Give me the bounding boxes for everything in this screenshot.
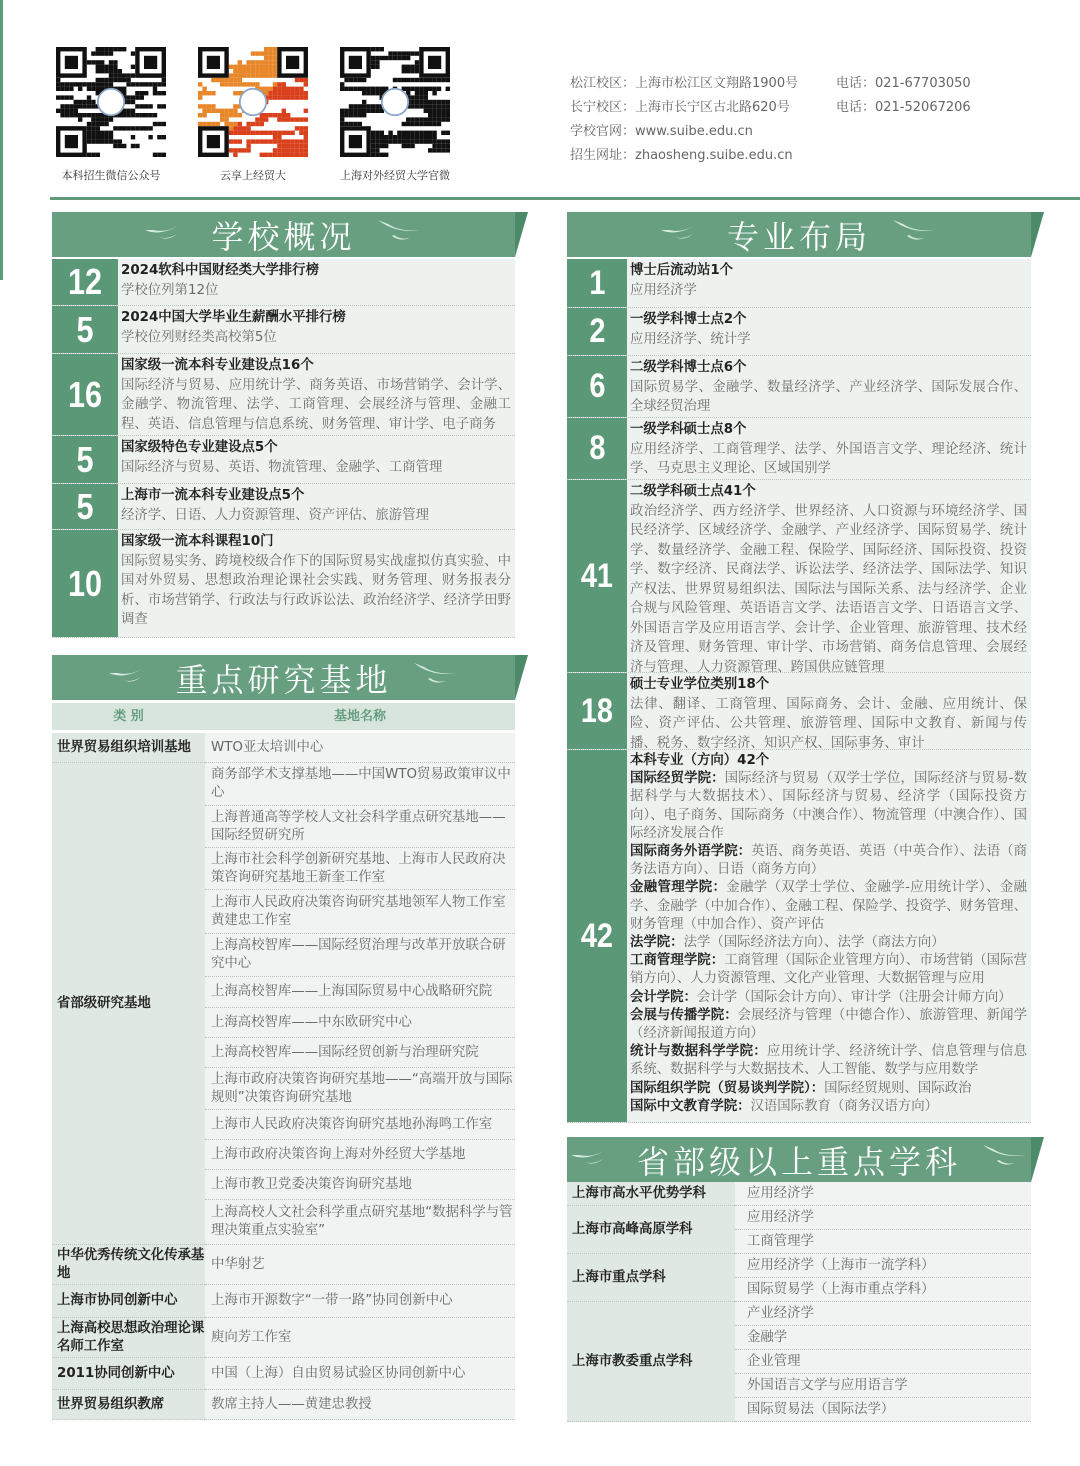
overview-list [52,259,515,638]
table-cell-name: 外国语言文学与应用语言学 [735,1374,1031,1398]
majors-item [567,259,1031,308]
bird-icon [107,659,157,697]
table-cell-category: 2011协同创新中心 [52,1358,205,1390]
mini-program-code-icon[interactable] [198,47,308,157]
ribbon-fold [515,212,528,257]
table-cell-name: 商务部学术支撑基地——中国WTO贸易政策审议中心 [205,763,515,806]
number-value: 6 [588,367,606,405]
college-majors: 会计学（国际会计方向）、审计学（注册会计师方向） [696,989,1012,1005]
item-title: 一级学科硕士点8个 [630,422,747,437]
table-cell-name: 上海普通高等学校人文社会科学重点研究基地——国际经贸研究所 [205,806,515,848]
item-text [627,418,1031,479]
disciplines-title: 省部级以上重点学科 [636,1142,961,1181]
college-majors: 工商管理（国际企业管理方向）、市场营销（国际营销方向）、人力资源管理、文化产业管理、大数据管理与应用 [630,953,1027,987]
table-cell-name: 产业经济学 [735,1302,1031,1326]
table-cell-name: 中华射艺 [205,1245,515,1285]
ribbon-fold [1031,1137,1044,1182]
number-value: 8 [588,429,606,467]
item-text [118,306,515,353]
majors-item [567,750,1031,1123]
qr-label: 云享上经贸大 [220,169,286,182]
bird-icon [410,659,460,697]
table-cell-name: 应用经济学 [735,1206,1031,1230]
table-cell-category: 世界贸易组织教席 [52,1390,205,1420]
table-cell-name: 国际贸易法（国际法学） [735,1398,1031,1422]
bird-icon [889,216,939,254]
songjiang-address: 松江校区：上海市松江区文翔路1900号 [570,76,799,91]
item-title: 本科专业（方向）42个 [630,753,770,768]
table-cell-category: 上海市教委重点学科 [567,1302,735,1422]
column-header: 基地名称 [205,703,515,730]
majors-item [567,308,1031,356]
college-majors: 国际经贸规则、国际政治 [824,1080,972,1096]
item-text [627,480,1031,675]
college-majors: 英语、商务英语、英语（中英合作）、法语（商务法语方向）、日语（商务方向） [630,844,1027,878]
college-entry [630,879,1027,934]
table-cell-category: 省部级研究基地 [52,763,205,1245]
admissions-link[interactable]: 招生网址：zhaosheng.suibe.edu.cn [570,148,793,163]
table-cell-name: 上海市人民政府决策咨询研究基地领军人物工作室黄建忠工作室 [205,890,515,934]
item-text [627,750,1031,1122]
table-cell-name: 上海市政府决策咨询研究基地——“高端开放与国际规则”决策咨询研究基地 [205,1068,515,1110]
changning-address: 长宁校区：上海市长宁区古北路620号 [570,100,790,115]
item-text [118,530,515,637]
item-title: 国家级一流本科课程10门 [121,534,274,549]
overview-item [52,259,515,306]
college-name: 会展与传播学院： [630,1007,738,1023]
number-badge [567,418,627,479]
website-link[interactable]: 学校官网：www.suibe.edu.cn [570,124,753,139]
overview-title: 学校概况 [211,217,356,256]
college-entry [630,952,1027,988]
overview-item [52,484,515,530]
college-name: 国际中文教育学院： [630,1098,751,1114]
college-name: 工商管理学院： [630,953,725,969]
item-description: 经济学、日语、人力资源管理、资产评估、旅游管理 [121,507,429,523]
item-description: 国际贸易学、金融学、数量经济学、产业经济学、国际发展合作、全球经贸治理 [630,379,1027,414]
number-badge [52,436,118,483]
number-badge [52,259,118,305]
college-name: 统计与数据科学学院： [630,1044,768,1060]
majors-header [567,212,1031,257]
divider [50,197,1080,200]
table-cell-name: 教席主持人——黄建忠教授 [205,1390,515,1420]
college-majors: 会展经济与管理（中德合作）、旅游管理、新闻学（经济新闻报道方向） [630,1007,1027,1042]
item-title: 二级学科博士点6个 [630,360,747,375]
bird-icon [659,216,709,254]
qr-label: 上海对外经贸大学官微 [340,169,450,182]
table-cell-name: WTO亚太培训中心 [205,733,515,763]
college-entry [630,1098,1027,1116]
college-name: 国际经贸学院： [630,771,725,787]
item-text [627,259,1031,307]
table-cell-name: 中国（上海）自由贸易试验区协同创新中心 [205,1358,515,1390]
table-cell-category: 上海市协同创新中心 [52,1285,205,1318]
college-entry [630,1043,1027,1079]
table-cell-category: 上海市高水平优势学科 [567,1182,735,1206]
number-badge [52,306,118,353]
overview-item [52,306,515,354]
majors-item [567,418,1031,480]
number-value: 10 [67,562,103,604]
college-entry [630,843,1027,879]
number-badge [567,673,627,749]
bird-icon [569,1141,619,1179]
item-text [118,484,515,529]
table-cell-name: 应用经济学 [735,1182,1031,1206]
table-cell-category: 中华优秀传统文化传承基地 [52,1245,205,1285]
table-cell-name: 金融学 [735,1326,1031,1350]
ribbon-fold [1031,212,1044,257]
majors-item [567,480,1031,673]
number-badge [52,530,118,637]
item-title: 2024软科中国财经类大学排行榜 [121,263,319,278]
table-cell-name: 上海高校智库——国际经贸创新与治理研究院 [205,1038,515,1068]
college-entry [630,1080,1027,1098]
number-badge [567,308,627,355]
number-value: 5 [76,438,94,480]
overview-item [52,530,515,638]
item-description: 法律、翻译、工商管理、国际商务、会计、金融、应用统计、保险、资产评估、公共管理、旅游管理、国际中文教育、新闻与传播、税务、数字经济、知识产权、国际事务、审计 [630,696,1027,751]
number-value: 2 [588,312,606,350]
table-cell-name: 上海市教卫党委决策咨询研究基地 [205,1170,515,1200]
college-majors: 应用统计学、经济统计学、信息管理与信息系统、数据科学与大数据技术、人工智能、数学与应用数学 [630,1044,1028,1078]
item-title: 国家级一流本科专业建设点16个 [121,358,314,373]
table-cell-name: 应用经济学（上海市一流学科） [735,1254,1031,1278]
disciplines-header [567,1137,1031,1182]
item-description: 政治经济学、西方经济学、世界经济、人口资源与环境经济学、国民经济学、区域经济学、金融学、产业经济学、国际贸易学、统计学、数量经济学、金融工程、保险学、国际经济、国际投资、投资学、数字经济、民商法学、诉讼法学、经济法学、国际法学、知识产权法、世界贸易组织法、国际法与国际关系、法与经济学、企业合规与风险管理、英语语言文学、法语语言文学、日语语言文学、外国语言学及应用语言学、会计学、企业管理、旅游管理、技术经济及管理、财务管理、审计学、市场营销、商务信息管理、会展经济与管理、人力资源管理、跨国供应链管理 [630,503,1027,675]
item-description: 学校位列第12位 [121,282,219,298]
item-description: 应用经济学 [630,282,697,298]
qr-label: 本科招生微信公众号 [61,169,161,182]
number-value: 16 [67,373,103,415]
majors-item [567,673,1031,750]
table-cell-name: 国际贸易学（上海市重点学科） [735,1278,1031,1302]
table-cell-category: 上海市高峰高原学科 [567,1206,735,1254]
overview-item [52,354,515,436]
item-title: 硕士专业学位类别18个 [630,677,770,692]
bird-icon [979,1141,1029,1179]
college-majors: 法学（国际经济法方向）、法学（商法方向） [683,935,945,951]
number-value: 5 [76,308,94,350]
left-edge-bar [0,0,3,280]
college-name: 金融管理学院： [630,880,727,896]
item-title: 一级学科博士点2个 [630,312,747,327]
number-value: 1 [588,263,606,302]
item-text [118,354,515,435]
number-badge [567,750,627,1122]
table-cell-name: 企业管理 [735,1350,1031,1374]
college-name: 会计学院： [630,989,697,1005]
ribbon-fold [515,655,528,700]
item-description: 应用经济学、统计学 [630,331,751,347]
item-description: 国际贸易实务、跨境校级合作下的国际贸易实战虚拟仿真实验、中国对外贸易、思想政治理论课社会实践、财务管理、财务报表分析、市场营销学、行政法与行政诉讼法、政治经济学、经济学田野调查 [121,553,511,627]
college-entry [630,1007,1027,1043]
number-value: 5 [76,485,94,527]
college-name: 国际组织学院（贸易谈判学院）： [630,1080,825,1096]
table-cell-name: 上海市社会科学创新研究基地、上海市人民政府决策咨询研究基地王新奎工作室 [205,848,515,890]
college-entry [630,989,1027,1007]
qr-code-icon[interactable] [340,47,450,157]
college-majors: 汉语国际教育（商务汉语方向） [750,1098,938,1114]
majors-list [567,259,1031,1123]
item-title: 国家级特色专业建设点5个 [121,440,278,455]
table-cell-name: 上海高校智库——中东欧研究中心 [205,1008,515,1038]
research-header [52,655,515,700]
table-cell-category: 上海高校思想政治理论课名师工作室 [52,1318,205,1358]
table-cell-name: 上海高校智库——国际经贸治理与改革开放联合研究中心 [205,934,515,977]
number-value: 18 [580,691,614,730]
table-cell-category: 世界贸易组织培训基地 [52,733,205,763]
research-title: 重点研究基地 [175,660,392,699]
item-title: 上海市一流本科专业建设点5个 [121,488,305,503]
number-value: 12 [67,261,103,302]
item-description: 应用经济学、工商管理学、法学、外国语言文学、理论经济、统计学、马克思主义理论、区域国别学 [630,441,1027,476]
songjiang-phone: 电话：021-67703050 [836,76,971,91]
table-cell-name: 庾向芳工作室 [205,1318,515,1358]
item-text [118,259,515,305]
overview-header [52,212,515,257]
changning-phone: 电话：021-52067206 [836,100,971,115]
college-majors: 金融学（双学士学位、金融学-应用统计学）、金融学、金融学（中加合作）、金融工程、保险学、投资学、财务管理、财务管理（中加合作）、资产评估 [630,880,1027,932]
qr-code-icon[interactable] [56,47,166,157]
number-badge [567,259,627,307]
item-title: 2024中国大学毕业生薪酬水平排行榜 [121,310,346,325]
number-badge [567,356,627,417]
item-description: 国际经济与贸易、应用统计学、商务英语、市场营销学、会计学、金融学、物流管理、法学、工商管理、会展经济与管理、金融工程、英语、信息管理与信息系统、财务管理、审计学、电子商务 [121,377,511,432]
table-cell-name: 上海高校人文社会科学重点研究基地“数据科学与管理决策重点实验室” [205,1200,515,1245]
item-text [118,436,515,483]
college-entry [630,770,1027,843]
bird-icon [374,216,424,254]
table-cell-category: 上海市重点学科 [567,1254,735,1302]
college-majors: 国际经济与贸易（双学士学位，国际经济与贸易-数据科学与大数据技术）、国际经济与贸易、经济学（国际投资方向）、电子商务、国际商务（中澳合作）、物流管理（中澳合作）、国际经济发展合作 [630,771,1027,841]
item-title: 博士后流动站1个 [630,263,734,278]
table-cell-name: 上海高校智库——上海国际贸易中心战略研究院 [205,977,515,1008]
item-title: 二级学科硕士点41个 [630,484,756,499]
table-cell-name: 上海市开源数字“一带一路”协同创新中心 [205,1285,515,1318]
item-description: 学校位列财经类高校第5位 [121,329,277,345]
item-text [627,673,1031,749]
college-entry [630,934,1027,952]
overview-item [52,436,515,484]
table-cell-name: 上海市人民政府决策咨询研究基地孙海鸣工作室 [205,1110,515,1140]
bird-icon [143,216,193,254]
majors-title: 专业布局 [726,217,871,256]
table-cell-name: 工商管理学 [735,1230,1031,1254]
number-badge [52,484,118,529]
number-value: 42 [580,916,614,955]
number-badge [567,480,627,672]
item-text [627,356,1031,417]
number-badge [52,354,118,435]
item-description: 国际经济与贸易、英语、物流管理、金融学、工商管理 [121,459,443,475]
item-text [627,308,1031,355]
majors-item [567,356,1031,418]
college-name: 国际商务外语学院： [630,844,752,860]
table-cell-name: 上海市政府决策咨询上海对外经贸大学基地 [205,1140,515,1170]
college-name: 法学院： [630,935,684,951]
number-value: 41 [580,556,614,595]
column-header: 类 别 [52,703,205,730]
